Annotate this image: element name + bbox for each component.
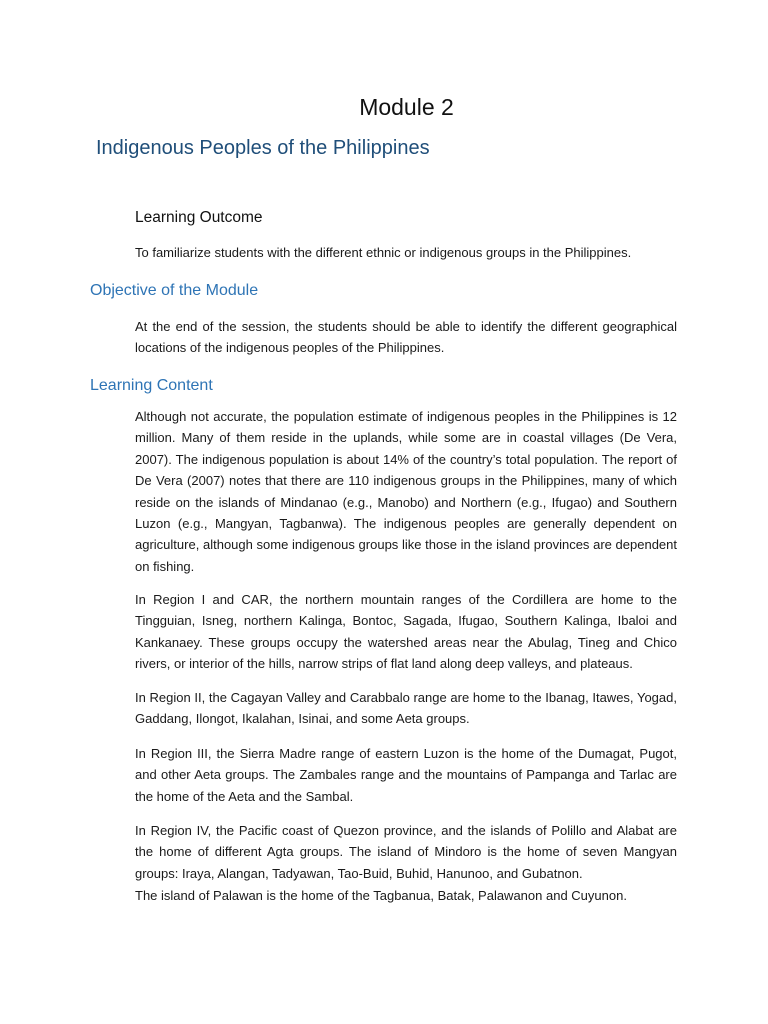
content-paragraph: In Region I and CAR, the northern mountain ranges of the Cordillera are home to the Tingguian, Isneg, northern Kalinga, Bontoc, Sagada, Ifugao, Southern Kalinga, Ibaloi and Kankanaey. These groups occupy the watershed areas near the Abulag, Tineg and Chico rivers, or interior of the hills, narrow strips of flat land along deep valleys, and plateaus. — [135, 592, 677, 672]
content-paragraph: Although not accurate, the population estimate of indigenous peoples in the Philippines is 12 million. Many of them reside in the uplands, while some are in coastal villages (De Vera, 2007). The indigenous population is about 14% of the country’s total population. The report of De Vera (2007) notes that there are 110 indigenous groups in the Philippines, many of which reside on the islands of Mindanao (e.g., Manobo) and Northern (e.g., Ifugao) and Southern Luzon (e.g., Mangyan, Tagbanwa). The indigenous peoples are generally dependent on agriculture, although some indigenous groups like those in the island provinces are dependent on fishing. — [135, 409, 677, 574]
page-title: Indigenous Peoples of the Philippines — [96, 137, 430, 159]
module-title: Module 2 — [359, 94, 454, 120]
objective-text: At the end of the session, the students should be able to identify the different geographical locations of the indigenous peoples of the Philippines. — [135, 319, 677, 356]
learning-outcome-heading: Learning Outcome — [135, 209, 263, 226]
learning-content-heading: Learning Content — [90, 377, 213, 394]
content-paragraph: In Region III, the Sierra Madre range of eastern Luzon is the home of the Dumagat, Pugot, and other Aeta groups. The Zambales range and the mountains of Pampanga and Tarlac are the home of the Aeta and the Sambal. — [135, 746, 677, 804]
objective-heading: Objective of the Module — [90, 282, 259, 299]
learning-outcome-text: To familiarize students with the different ethnic or indigenous groups in the Philippines. — [135, 245, 632, 260]
content-paragraph: In Region II, the Cagayan Valley and Carabbalo range are home to the Ibanag, Itawes, Yogad, Gaddang, Ilongot, Ikalahan, Isinai, and some Aeta groups. — [135, 690, 677, 727]
content-paragraph: In Region IV, the Pacific coast of Quezon province, and the islands of Polillo and Alabat are the home of different Agta groups. The island of Mindoro is the home of seven Mangyan groups: Iraya, Alangan, Tadyawan, Tao-Buid, Buhid, Hanunoo, and Gubatnon. — [135, 823, 677, 881]
content-paragraph: The island of Palawan is the home of the Tagbanua, Batak, Palawanon and Cuyunon. — [135, 888, 627, 903]
